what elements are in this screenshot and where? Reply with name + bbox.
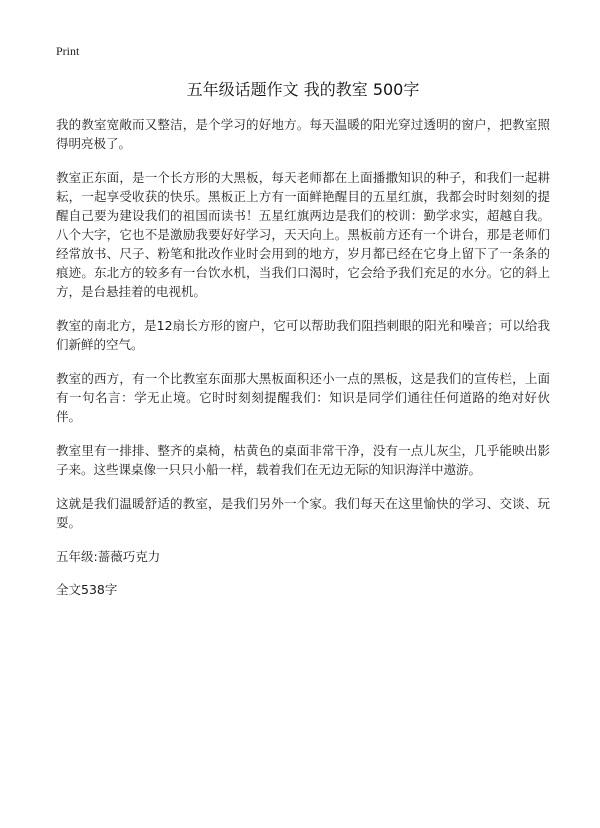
paragraph-desks: 教室里有一排排、整齐的桌椅，枯黄色的桌面非常干净，没有一点儿灰尘，几乎能映出影子来。这些课桌像一只只小船一样，载着我们在无边无际的知识海洋中遨游。 (56, 443, 550, 477)
paragraph-south-north: 教室的南北方，是12扇长方形的窗户，它可以帮助我们阻挡刺眼的阳光和噪音；可以给我们新鲜的空气。 (56, 318, 550, 352)
paragraph-east: 教室正东面，是一个长方形的大黑板，每天老师都在上面播撒知识的种子，和我们一起耕耘，一起享受收获的快乐。黑板正上方有一面鲜艳醒目的五星红旗，我都会时时刻刻的提醒自己要为建设我们的祖国而读书！五星红旗两边是我们的校训：勤学求实，超越自我。八个大字，它也不是激励我要好好学习，天天向上。黑板前方还有一个讲台，那是老师们经常放书、尺子、粉笔和批改作业时会用到的地方，岁月都已经在它身上留下了一条条的痕迹。东北方的较多有一台饮水机，当我们口渴时，它会给予我们充足的水分。它的斜上方，是台悬挂着的电视机。 (56, 170, 550, 299)
paragraph-conclusion: 这就是我们温暖舒适的教室，是我们另外一个家。我们每天在这里愉快的学习、交谈、玩耍。 (56, 496, 550, 530)
paragraph-west: 教室的西方，有一个比教室东面那大黑板面积还小一点的黑板，这是我们的宣传栏，上面有一句名言：学无止境。它时时刻刻提醒我们：知识是同学们通往任何道路的绝对好伙伴。 (56, 371, 550, 424)
paragraph-intro: 我的教室宽敞而又整洁，是个学习的好地方。每天温暖的阳光穿过透明的窗户，把教室照得明亮极了。 (56, 117, 550, 151)
print-link[interactable]: Print (56, 44, 80, 58)
author-line: 五年级:蔷薇巧克力 (56, 549, 161, 564)
word-count: 全文538字 (56, 582, 118, 597)
article-title: 五年级话题作文 我的教室 500字 (186, 80, 420, 99)
